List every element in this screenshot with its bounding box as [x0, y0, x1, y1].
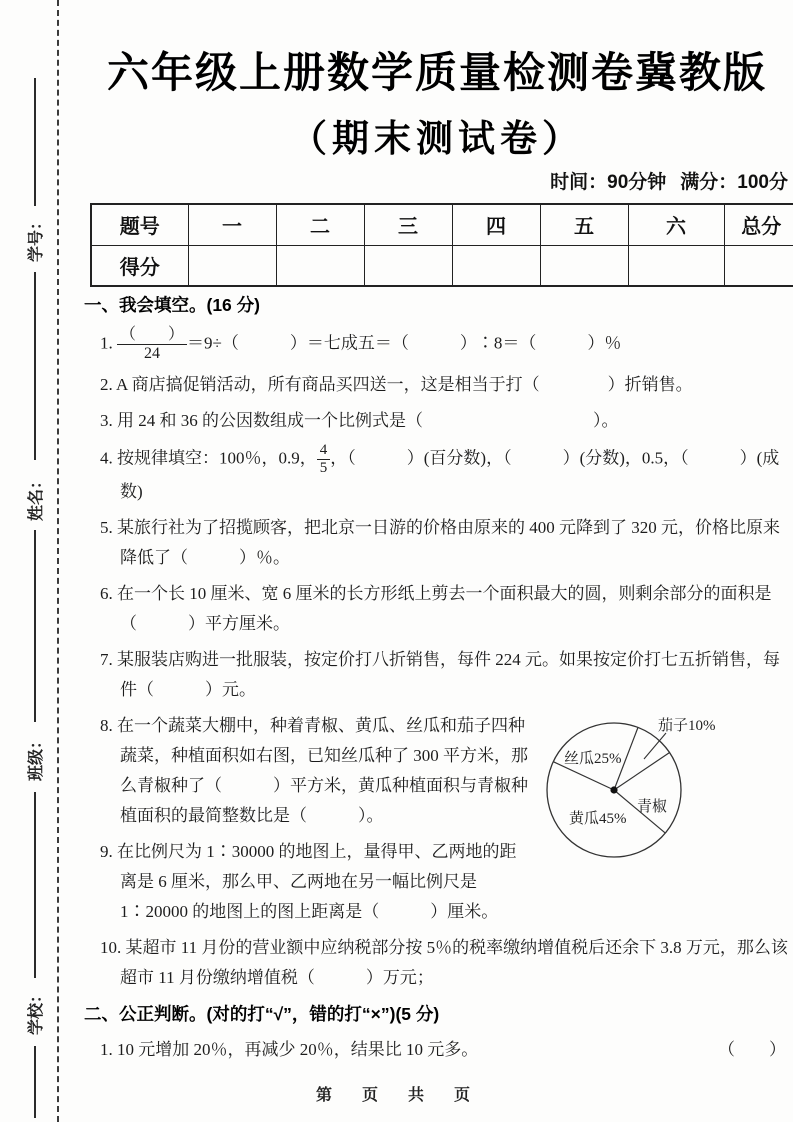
- q8-pie-chart: [540, 711, 792, 879]
- pie-divider: [614, 753, 670, 791]
- score-table-header-cell: 二: [276, 204, 364, 245]
- full-score-label: 满分：100分: [680, 172, 788, 193]
- question-4-post: ，（ ）(百分数)，（ ）(分数)，0.5，（ ）(成数): [120, 448, 780, 502]
- question-9: 9. 在比例尺为 1∶30000 的地图上，量得甲、乙两地的距离是 6 厘米，那么甲、乙两地在另一幅比例尺是 1∶20000 的地图上的图上距离是（ ）厘米。: [100, 842, 517, 922]
- time-limit-label: 时间：90分钟: [550, 172, 667, 193]
- question-6: 6. 在一个长 10 厘米、宽 6 厘米的长方形纸上剪去一个面积最大的圆，则剩余部分的面积是（ ）平方厘米。: [100, 584, 772, 634]
- page-footer: 第 页 共 页: [315, 1087, 477, 1104]
- sidebar-write-line: [34, 272, 36, 460]
- exam-info-line: [536, 167, 788, 194]
- score-cell: [276, 245, 364, 286]
- score-cell: [628, 245, 724, 286]
- question-4-pre: 4. 按规律填空：100％，0.9，: [100, 448, 317, 468]
- question-3: 3. 用 24 和 36 的公因数组成一个比例式是（ ）。: [100, 410, 619, 430]
- score-table-header-cell: 总分: [724, 204, 793, 245]
- sidebar-label-school: 学校：: [28, 987, 45, 1036]
- score-table-header-cell: 三: [364, 204, 452, 245]
- question-1-rest: ＝9÷（ ）＝七成五＝（ ）∶8＝（ ）％: [187, 333, 622, 353]
- sidebar-write-line: [34, 78, 36, 206]
- question-2: 2. A 商店搞促销活动，所有商品买四送一，这是相当于打（ ）折销售。: [100, 374, 693, 394]
- question-number: 1.: [100, 333, 113, 353]
- score-table-score-row: [91, 245, 793, 286]
- fold-dashed-line: [57, 0, 59, 1122]
- fraction-four-fifths: $\frac{4}{5}$: [317, 442, 331, 478]
- score-cell: [452, 245, 540, 286]
- judge-question-1: [84, 1035, 792, 1065]
- question-8: 8. 在一个蔬菜大棚中，种着青椒、黄瓜、丝瓜和茄子四种蔬菜，种植面积如右图，已知丝瓜种了 300 平方米，那么青椒种了（ ）平方米，黄瓜种植面积与青椒种植面积的最简整数比是（ ）。: [100, 716, 528, 826]
- section1-heading: 一、我会填空。(16 分): [84, 295, 260, 315]
- score-table-header-cell: 题号: [91, 204, 188, 245]
- score-table-header-cell: 四: [452, 204, 540, 245]
- sidebar-write-line: [34, 530, 36, 722]
- pie-chart-svg: [540, 711, 792, 879]
- sidebar-label-name: 姓名：: [28, 473, 45, 522]
- pie-label-sigua: 丝瓜25%: [564, 751, 622, 768]
- pie-label-qiezi: 茄子10%: [658, 718, 716, 735]
- score-cell: [540, 245, 628, 286]
- score-row-label: 得分: [91, 245, 188, 286]
- judge-answer-bracket: （ ）: [718, 1040, 786, 1060]
- sidebar-write-line: [34, 792, 36, 978]
- section2-heading: 二、公正判断。(对的打“√”，错的打“×”)(5 分): [84, 1004, 440, 1025]
- score-table-header-cell: 一: [188, 204, 276, 245]
- score-table-header-cell: 五: [540, 204, 628, 245]
- sidebar-label-student-id: 学号：: [28, 214, 45, 263]
- score-table: [90, 203, 793, 287]
- fraction-blank-over-24: $\frac{( )}{24}$: [117, 326, 187, 364]
- question-5: 5. 某旅行社为了招揽顾客，把北京一日游的价格由原来的 400 元降到了 320 元，价格比原来降低了（ ）％。: [100, 518, 780, 568]
- judge-question-1-text: 1. 10 元增加 20％，再减少 20％，结果比 10 元多。: [100, 1040, 479, 1060]
- score-cell: [724, 245, 793, 286]
- score-cell: [364, 245, 452, 286]
- pie-label-qingjiao: 青椒: [637, 799, 668, 816]
- page-title: 六年级上册数学质量检测卷冀教版: [106, 49, 767, 96]
- question-10: 10. 某超市 11 月份的营业额中应纳税部分按 5％的税率缴纳增值税后还余下 3.8 万元，那么该超市 11 月份缴纳增值税（ ）万元；: [100, 938, 788, 988]
- pie-center-dot: [610, 787, 617, 794]
- question-7: 7. 某服装店购进一批服装，按定价打八折销售，每件 224 元。如果按定价打七五折销售，每件（ ）元。: [100, 650, 780, 700]
- questions-area: [84, 286, 792, 1071]
- score-cell: [188, 245, 276, 286]
- score-table-header-cell: 六: [628, 204, 724, 245]
- question-4: [84, 442, 792, 508]
- score-table-header-row: [91, 204, 793, 245]
- pie-label-huanggua: 黄瓜45%: [569, 811, 627, 828]
- sidebar-label-class: 班级：: [28, 733, 45, 782]
- page-subtitle: （期末测试卷）: [290, 118, 584, 159]
- question-1: [84, 326, 792, 364]
